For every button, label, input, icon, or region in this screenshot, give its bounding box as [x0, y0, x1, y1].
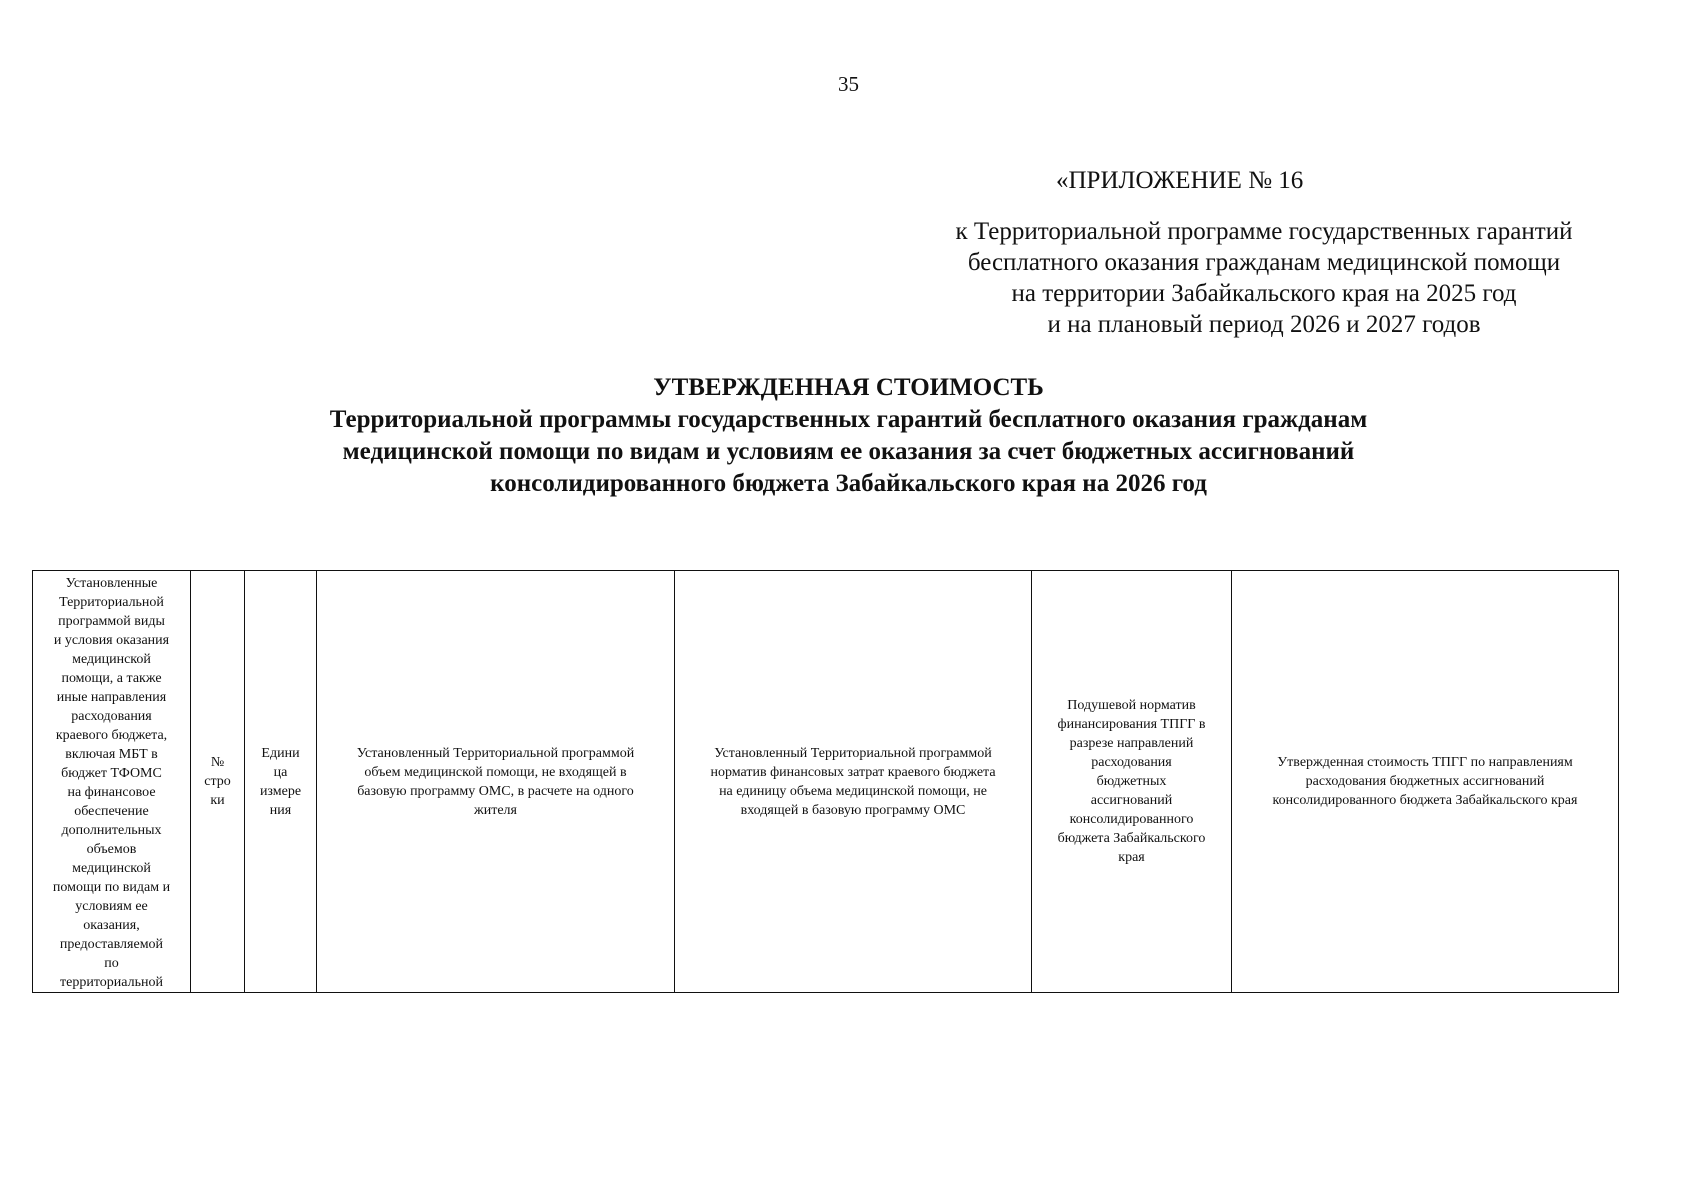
- header-cell-line: на единицу объема медицинской помощи, не: [719, 783, 987, 799]
- header-cell-line: включая МБТ в: [65, 747, 158, 762]
- header-cell-line: Подушевой норматив: [1067, 698, 1196, 713]
- cost-table: [32, 570, 1619, 993]
- document-heading-line: медицинской помощи по видам и условиям ее оказания за счет бюджетных ассигнований: [342, 438, 1355, 465]
- header-cell-line: консолидированного бюджета Забайкальского края: [1272, 793, 1578, 808]
- page-number: 35: [838, 72, 859, 96]
- header-cell-line: Установленные: [65, 576, 158, 591]
- header-cell-line: ки: [210, 793, 225, 808]
- table-header-row: [33, 571, 1619, 993]
- header-cell-line: по: [104, 956, 119, 971]
- header-cell-line: медицинской: [72, 861, 151, 876]
- header-cell-line: расходования: [71, 709, 152, 724]
- header-cell-per-capita: [1032, 571, 1232, 993]
- header-cell-line: Установленный Территориальной программой: [356, 745, 635, 761]
- header-cell-line: ца: [273, 764, 288, 780]
- header-cell-line: базовую программу ОМС, в расчете на одного: [357, 783, 634, 799]
- header-cell-line: Установленный Территориальной программой: [714, 745, 992, 761]
- header-cell-line: дополнительных: [61, 823, 162, 838]
- header-cell-care-types: [33, 571, 191, 993]
- header-cell-line: ния: [269, 802, 292, 818]
- appendix-block: [838, 165, 1690, 340]
- header-cell-line: предоставляемой: [59, 937, 164, 952]
- header-cell-volume: [317, 571, 675, 993]
- header-cell-line: программой виды: [58, 614, 165, 629]
- appendix-title: «ПРИЛОЖЕНИЕ № 16: [1056, 167, 1304, 194]
- header-cell-cost-norm: [675, 571, 1032, 993]
- header-cell-line: обеспечение: [74, 804, 149, 819]
- header-cell-line: консолидированного: [1069, 812, 1194, 827]
- header-cell-line: медицинской: [72, 652, 151, 667]
- document-heading-line: консолидированного бюджета Забайкальского края на 2026 год: [490, 470, 1207, 497]
- header-cell-line: разрезе направлений: [1069, 736, 1194, 751]
- header-cell-line: иные направления: [56, 690, 167, 705]
- header-cell-line: жителя: [474, 802, 517, 818]
- header-cell-row-number: [191, 571, 245, 993]
- header-cell-line: помощи по видам и: [52, 880, 171, 895]
- header-cell-line: объемов: [86, 842, 137, 857]
- header-cell-unit: [245, 571, 317, 993]
- header-cell-line: Едини: [261, 745, 300, 761]
- header-cell-line: норматив финансовых затрат краевого бюджета: [710, 764, 996, 780]
- appendix-subtitle-line: и на плановый период 2026 и 2027 годов: [1047, 311, 1481, 338]
- header-cell-line: края: [1118, 850, 1145, 865]
- header-cell-line: №: [210, 755, 225, 770]
- header-cell-line: объем медицинской помощи, не входящей в: [364, 764, 627, 780]
- header-cell-line: условиям ее: [75, 899, 148, 914]
- header-cell-line: территориальной: [60, 975, 163, 990]
- header-cell-line: расходования: [1091, 755, 1172, 770]
- header-cell-line: ассигнований: [1090, 793, 1173, 808]
- appendix-subtitle-line: на территории Забайкальского края на 2025 год: [1011, 280, 1517, 307]
- appendix-subtitle-line: к Территориальной программе государственных гарантий: [955, 218, 1573, 245]
- appendix-subtitle-line: бесплатного оказания гражданам медицинской помощи: [967, 249, 1561, 276]
- header-cell-line: помощи, а также: [61, 671, 162, 686]
- header-cell-line: расходования бюджетных ассигнований: [1305, 774, 1545, 789]
- document-title: УТВЕРЖДЕННАЯ СТОИМОСТЬ: [653, 374, 1044, 401]
- header-cell-line: и условия оказания: [53, 633, 170, 648]
- header-cell-line: финансирования ТПГГ в: [1057, 717, 1206, 732]
- header-cell-line: измере: [259, 783, 302, 799]
- header-cell-line: Утвержденная стоимость ТПГГ по направлениям: [1277, 755, 1573, 770]
- header-cell-line: оказания,: [83, 918, 140, 933]
- appendix-subtitle: [838, 216, 1690, 340]
- header-cell-line: Территориальной: [59, 595, 164, 610]
- header-cell-line: бюджетных: [1096, 774, 1167, 789]
- header-cell-line: бюджета Забайкальского: [1057, 831, 1206, 846]
- header-cell-line: краевого бюджета,: [55, 728, 168, 743]
- document-heading-line: Территориальной программы государственных гарантий бесплатного оказания гражданам: [329, 406, 1368, 433]
- header-cell-line: бюджет ТФОМС: [61, 766, 162, 781]
- header-cell-approved-cost: [1232, 571, 1619, 993]
- header-cell-line: стро: [204, 774, 231, 789]
- header-cell-line: входящей в базовую программу ОМС: [740, 802, 966, 818]
- document-heading: [160, 372, 1537, 500]
- header-cell-line: на финансовое: [67, 785, 156, 800]
